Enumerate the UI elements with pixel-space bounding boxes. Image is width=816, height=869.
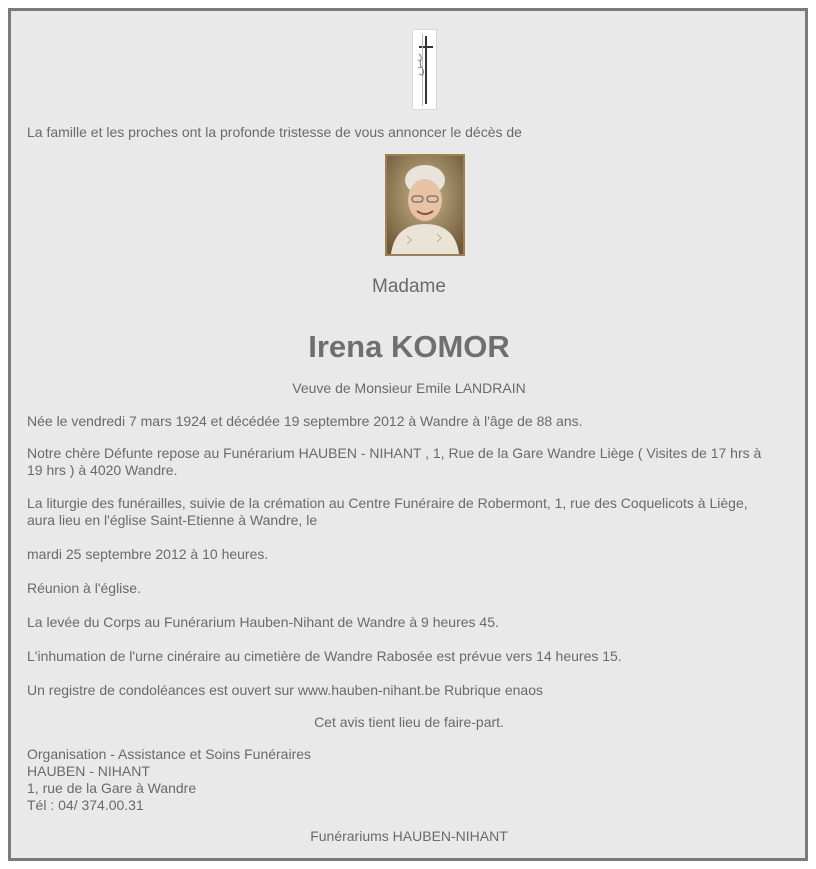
intro-text: La famille et les proches ont la profonde tristesse de vous annoncer le décès de — [27, 124, 522, 140]
levee-text: La levée du Corps au Funérarium Hauben-Nihant de Wandre à 9 heures 45. — [27, 614, 499, 630]
meeting-text: Réunion à l'église. — [27, 580, 141, 596]
rest-line-2: 19 hrs ) à 4020 Wandre. — [27, 462, 178, 478]
rest-line-1: Notre chère Défunte repose au Funérarium HAUBEN - NIHANT , 1, Rue de la Gare Wandre Liège ( Visites de 17 hrs à — [27, 445, 762, 461]
organization-block — [27, 746, 791, 814]
liturgy-line-1: La liturgie des funérailles, suivie de la crémation au Centre Funéraire de Robermont, 1, rue des Coquelicots à Liège, — [27, 495, 748, 511]
org-line-3: 1, rue de la Gare à Wandre — [27, 780, 197, 796]
rest-paragraph — [27, 445, 791, 479]
liturgy-line-2: aura lieu en l'église Saint-Etienne à Wandre, le — [27, 512, 318, 528]
org-line-2: HAUBEN - NIHANT — [27, 763, 150, 779]
cross-image — [412, 29, 437, 110]
portrait-image — [387, 156, 463, 254]
portrait-photo — [385, 154, 465, 256]
notice-text: Cet avis tient lieu de faire-part. — [314, 714, 504, 730]
widow-of: Veuve de Monsieur Emile LANDRAIN — [292, 380, 526, 396]
ceremony-date: mardi 25 septembre 2012 à 10 heures. — [27, 546, 269, 562]
footer-text: Funérariums HAUBEN-NIHANT — [310, 828, 508, 844]
honorific-title: Madame — [372, 276, 446, 297]
obituary-frame — [8, 8, 808, 861]
inhumation-text: L'inhumation de l'urne cinéraire au cimetière de Wandre Rabosée est prévue vers 14 heures 15. — [27, 648, 622, 664]
cross-icon — [413, 30, 436, 109]
deceased-name: Irena KOMOR — [308, 329, 510, 364]
liturgy-paragraph — [27, 495, 791, 529]
registry-text: Un registre de condoléances est ouvert sur www.hauben-nihant.be Rubrique enaos — [27, 682, 543, 698]
org-line-1: Organisation - Assistance et Soins Funéraires — [27, 746, 312, 762]
org-line-4: Tél : 04/ 374.00.31 — [27, 797, 144, 813]
birth-death-text: Née le vendredi 7 mars 1924 et décédée 19 septembre 2012 à Wandre à l'âge de 88 ans. — [27, 413, 583, 429]
